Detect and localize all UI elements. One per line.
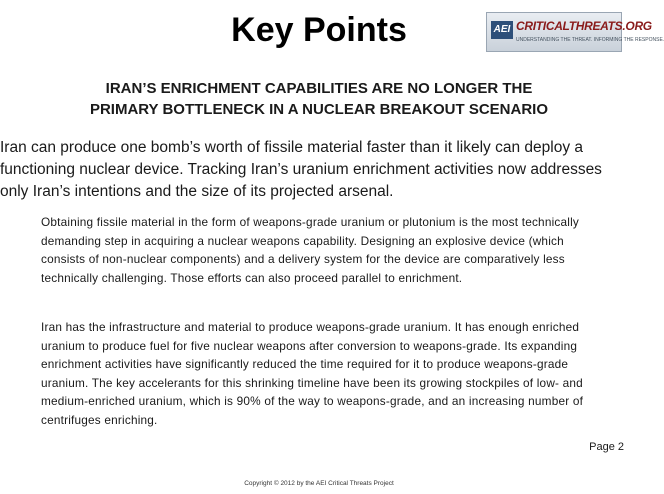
slide-subtitle bbox=[60, 78, 578, 120]
aei-logo-mark: AEI bbox=[491, 21, 513, 39]
logo-name: CRITICALTHREATS.ORG bbox=[516, 19, 652, 33]
critical-threats-logo bbox=[486, 12, 664, 52]
subtitle-line-1: IRAN’S ENRICHMENT CAPABILITIES ARE NO LONGER THE bbox=[105, 80, 533, 97]
intro-paragraph: Iran can produce one bomb’s worth of fissile material faster than it likely can deploy a functioning nuclear device. Tracking Iran’s uranium enrichment activities now addresses only Iran’s intentions and the size of its projected arsenal. bbox=[0, 139, 602, 200]
body-paragraph-1: Obtaining fissile material in the form of weapons-grade uranium or plutonium is the most technically demanding step in acquiring a nuclear weapons capability. Designing an explosive device (which consists of non-nuclear components) and a delivery system for the device are comparatively less technically challenging. Those efforts can also proceed parallel to enrichment. bbox=[41, 215, 579, 285]
subtitle-line-2: PRIMARY BOTTLENECK IN A NUCLEAR BREAKOUT SCENARIO bbox=[89, 101, 549, 118]
logo-tagline: UNDERSTANDING THE THREAT. INFORMING THE RESPONSE. bbox=[516, 37, 664, 43]
body-paragraph-2: Iran has the infrastructure and material to produce weapons-grade uranium. It has enough enriched uranium to produce fuel for five nuclear weapons after conversion to weapons-grade. Its expanding enrichment activities have significantly reduced the time required for it to produce weapons-grade uranium. The key accelerants for this shrinking timeline have been its growing stockpiles of low- and medium-enriched uranium, which is 90% of the way to weapons-grade, and an increasing number of centrifuges enriching. bbox=[41, 320, 584, 427]
copyright-notice: Copyright © 2012 by the AEI Critical Threats Project bbox=[244, 480, 394, 487]
page-number: Page 2 bbox=[589, 441, 624, 453]
page-title: Key Points bbox=[231, 11, 407, 49]
